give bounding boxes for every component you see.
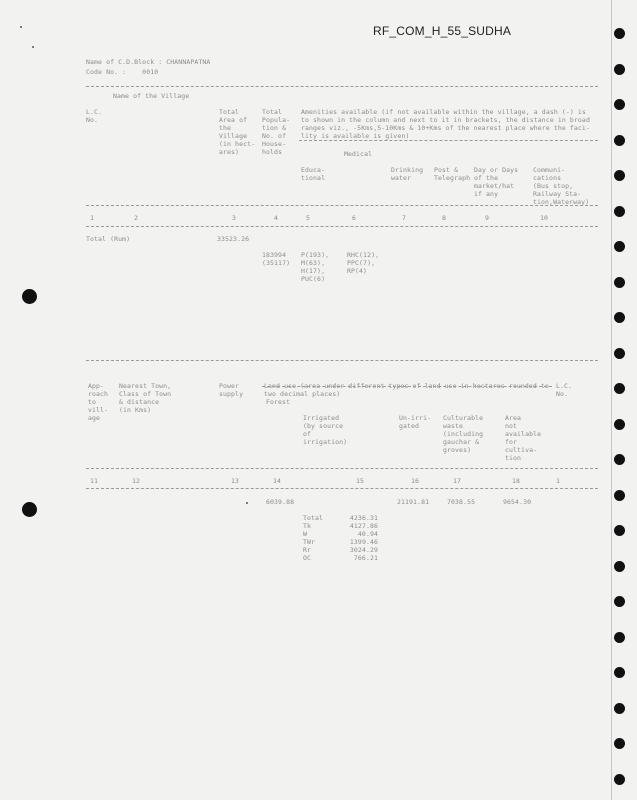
row-total-area: 33523.26: [217, 235, 250, 243]
perforation-hole-icon: [614, 277, 625, 288]
stray-mark: [20, 26, 22, 28]
perforation-hole-icon: [614, 348, 625, 359]
col-number-10: 10: [540, 214, 549, 222]
document-id-label: RF_COM_H_55_SUDHA: [373, 24, 512, 38]
perforation-hole-icon: [614, 170, 625, 181]
col-nearest-town-header: Nearest Town, Class of Town & distance (in Kms): [119, 382, 172, 414]
sub-medical-header: Medical: [344, 150, 373, 158]
binder-hole-icon: [22, 502, 37, 517]
binder-hole-icon: [22, 289, 37, 304]
rule-upper-numbers-bottom: [86, 226, 598, 227]
col-number-2: 2: [134, 214, 139, 222]
land-use-heading: Land use (area under different types of land use in hectares rounded to two decimal places): [264, 382, 549, 398]
col-population-header: Total Popula- tion & No. of House- holds: [262, 108, 291, 156]
col-number-1: 1: [90, 214, 95, 222]
amenities-heading: Amenities available (if not available within the village, a dash (-) is to shown in the column and next to it in brackets, the distance in broad ranges viz., -5Kms,5-10Kms & 10+Kms of the nearest place where the faci- lity is available is given): [301, 108, 590, 140]
sub-irrigated-header: Irrigated (by source of irrigation): [303, 414, 348, 446]
perforation-hole-icon: [614, 64, 625, 75]
col-number-3: 3: [232, 214, 237, 222]
col-total-area-header: Total Area of the Village (in hect- ares): [219, 108, 256, 156]
row-total-label: Total (Rum): [86, 235, 131, 243]
perforation-hole-icon: [614, 454, 625, 465]
row-unirrigated-value: 21191.81: [397, 498, 430, 506]
row-forest-value: 6039.88: [266, 498, 295, 506]
code-number: Code No. : 0010: [86, 68, 159, 76]
col-number-6: 6: [352, 214, 357, 222]
stray-mark: [246, 502, 248, 504]
perforation-hole-icon: [614, 525, 625, 536]
perforation-hole-icon: [614, 738, 625, 749]
perforation-hole-icon: [614, 703, 625, 714]
col-number-11: 11: [90, 477, 99, 485]
col-village-name-header: Name of the Village: [113, 92, 190, 100]
perforation-hole-icon: [614, 561, 625, 572]
row-not-available-value: 9654.30: [503, 498, 532, 506]
rule-lower-top: [86, 360, 598, 361]
perforation-hole-icon: [614, 596, 625, 607]
perforation-hole-icon: [614, 632, 625, 643]
col-number-18: 18: [512, 477, 521, 485]
perforation-hole-icon: [614, 667, 625, 678]
col-number-17: 17: [453, 477, 462, 485]
perforation-hole-icon: [614, 28, 625, 39]
col-number-16: 16: [411, 477, 420, 485]
perforation-hole-icon: [614, 383, 625, 394]
perforation-hole-icon: [614, 490, 625, 501]
col-number-19: 1: [556, 477, 561, 485]
perforation-hole-icon: [614, 99, 625, 110]
irrigation-source-column: Total Tk W TWr Rr OC: [303, 514, 324, 562]
perforation-hole-icon: [614, 241, 625, 252]
rule-lower-numbers-bottom: [86, 488, 598, 489]
col-number-15: 15: [356, 477, 365, 485]
row-total-population: 183994 (35117): [262, 251, 291, 267]
sub-unirrigated-header: Un-irri- gated: [399, 414, 432, 430]
sub-culturable-waste-header: Culturable waste (including gauchar & groves): [443, 414, 484, 454]
col-number-8: 8: [442, 214, 447, 222]
rule-amenities: [299, 140, 598, 141]
col-number-5: 5: [306, 214, 311, 222]
col-power-supply-header: Power supply: [219, 382, 244, 398]
col-number-12: 12: [132, 477, 141, 485]
perforation-hole-icon: [614, 206, 625, 217]
col-approach-header: App- roach to vill- age: [88, 382, 109, 422]
row-educational-values: P(193), M(63), H(17), PUC(6): [301, 251, 330, 283]
col-number-9: 9: [485, 214, 490, 222]
sub-market-header: Day or Days of the market/hat if any: [474, 166, 519, 198]
rule-top: [86, 86, 598, 87]
sub-communications-header: Communi- cations (Bus stop, Railway Sta- tion,Waterway): [533, 166, 590, 206]
col-number-13: 13: [231, 477, 240, 485]
col-number-4: 4: [274, 214, 279, 222]
stray-mark: [32, 46, 34, 48]
perforation-edge: [611, 0, 612, 800]
sub-area-not-available-header: Area not available for cultiva- tion: [505, 414, 542, 462]
rule-land-use: [262, 386, 552, 387]
rule-upper-header-bottom: [86, 205, 598, 206]
irrigation-value-column: 4236.31 4127.86 40.94 1399.46 3024.29 766.21: [349, 514, 378, 562]
perforation-hole-icon: [614, 312, 625, 323]
col-lc-no-right-header: L.C. No.: [556, 382, 573, 398]
row-medical-values: RHC(12), PPC(7), RP(4): [347, 251, 380, 275]
perforation-hole-icon: [614, 774, 625, 785]
col-number-7: 7: [402, 214, 407, 222]
sub-educational-header: Educa- tional: [301, 166, 326, 182]
sub-drinking-water-header: Drinking water: [391, 166, 424, 182]
block-name: Name of C.D.Block : CHANNAPATNA: [86, 58, 211, 66]
col-number-14: 14: [273, 477, 282, 485]
perforation-hole-icon: [614, 135, 625, 146]
perforation-hole-icon: [614, 419, 625, 430]
rule-lower-header-bottom: [86, 468, 598, 469]
row-culturable-value: 7038.55: [447, 498, 476, 506]
col-lc-no-header: L.C. No.: [86, 108, 103, 124]
sub-forest-header: Forest: [266, 398, 291, 406]
sub-post-telegraph-header: Post & Telegraph: [434, 166, 471, 182]
